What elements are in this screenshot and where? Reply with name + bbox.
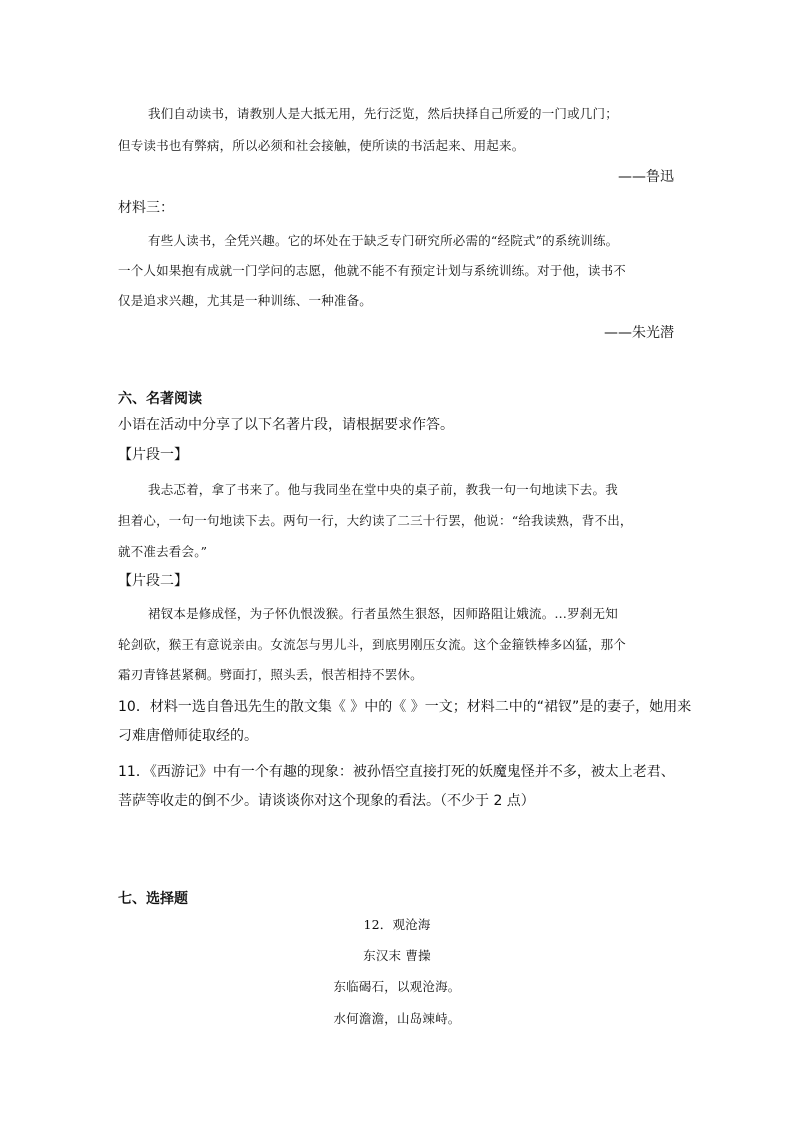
material2-attribution: ——鲁迅 — [618, 169, 674, 185]
fragment2-label: 【片段二】 — [118, 573, 188, 589]
fragment1-label: 【片段一】 — [118, 447, 188, 463]
fragment2-line-3: 霜刃青锋甚紧稠。劈面打，照头丢，恨苦相持不罢休。 — [118, 667, 423, 682]
poem-line-2: 水何澹澹，山岛竦峙。 — [333, 1011, 461, 1026]
material3-line-2: 一个人如果抱有成就一门学问的志愿，他就不能不有预定计划与系统训练。对于他，读书不 — [118, 263, 627, 278]
fragment1-line-1: 我忐忑着，拿了书来了。他与我同坐在堂中央的桌子前，教我一句一句地读下去。我 — [148, 482, 618, 497]
fragment1-line-3: 就不准去看会。” — [118, 544, 208, 559]
material3-heading: 材料三： — [118, 200, 174, 216]
fragment2-line-2: 轮剑砍，猴王有意说亲由。女流怎与男儿斗，到底男刚压女流。这个金箍铁棒多凶猛，那个 — [118, 637, 627, 652]
question-11-line-2: 菩萨等收走的倒不少。请谈谈你对这个现象的看法。（不少于 2 点） — [118, 793, 535, 809]
material2-line-2: 但专读书也有弊病，所以必须和社会接触，使所读的书活起来、用起来。 — [118, 138, 525, 153]
question-10-line-1: 10．材料一选自鲁迅先生的散文集《 》中的《 》一文；材料二中的“裙钗”是的妻子，她用来 — [118, 699, 692, 715]
fragment1-line-2: 担着心，一句一句地读下去。两句一行，大约读了二三十行罢，他说：“给我读熟，背不出， — [118, 513, 633, 528]
material3-line-1: 有些人读书，全凭兴趣。它的坏处在于缺乏专门研究所必需的“经院式”的系统训练。 — [148, 233, 619, 248]
poem-line-1: 东临碣石，以观沧海。 — [333, 979, 461, 994]
material3-line-3: 仅是追求兴趣，尤其是一种训练、一种准备。 — [118, 293, 373, 308]
question-11-line-1: 11．《西游记》中有一个有趣的现象：被孙悟空直接打死的妖魔鬼怪并不多，被太上老君、 — [118, 764, 675, 780]
poem-author: 东汉末 曹操 — [363, 948, 431, 963]
section7-title: 七、选择题 — [118, 891, 188, 907]
section6-title: 六、名著阅读 — [118, 391, 202, 407]
fragment2-line-1: 裙钗本是修成怪，为子怀仇恨泼猴。行者虽然生狠怒，因师路阻让娥流。…罗刹无知 — [148, 606, 618, 621]
section6-intro: 小语在活动中分享了以下名著片段，请根据要求作答。 — [118, 417, 454, 433]
question-10-line-2: 刁难唐僧师徒取经的。 — [118, 728, 258, 744]
material2-line-1: 我们自动读书，请教别人是大抵无用，先行泛览，然后抉择自己所爱的一门或几门； — [148, 106, 618, 121]
material3-attribution: ——朱光潜 — [604, 325, 674, 341]
poem-title: 12．观沧海 — [363, 917, 431, 932]
